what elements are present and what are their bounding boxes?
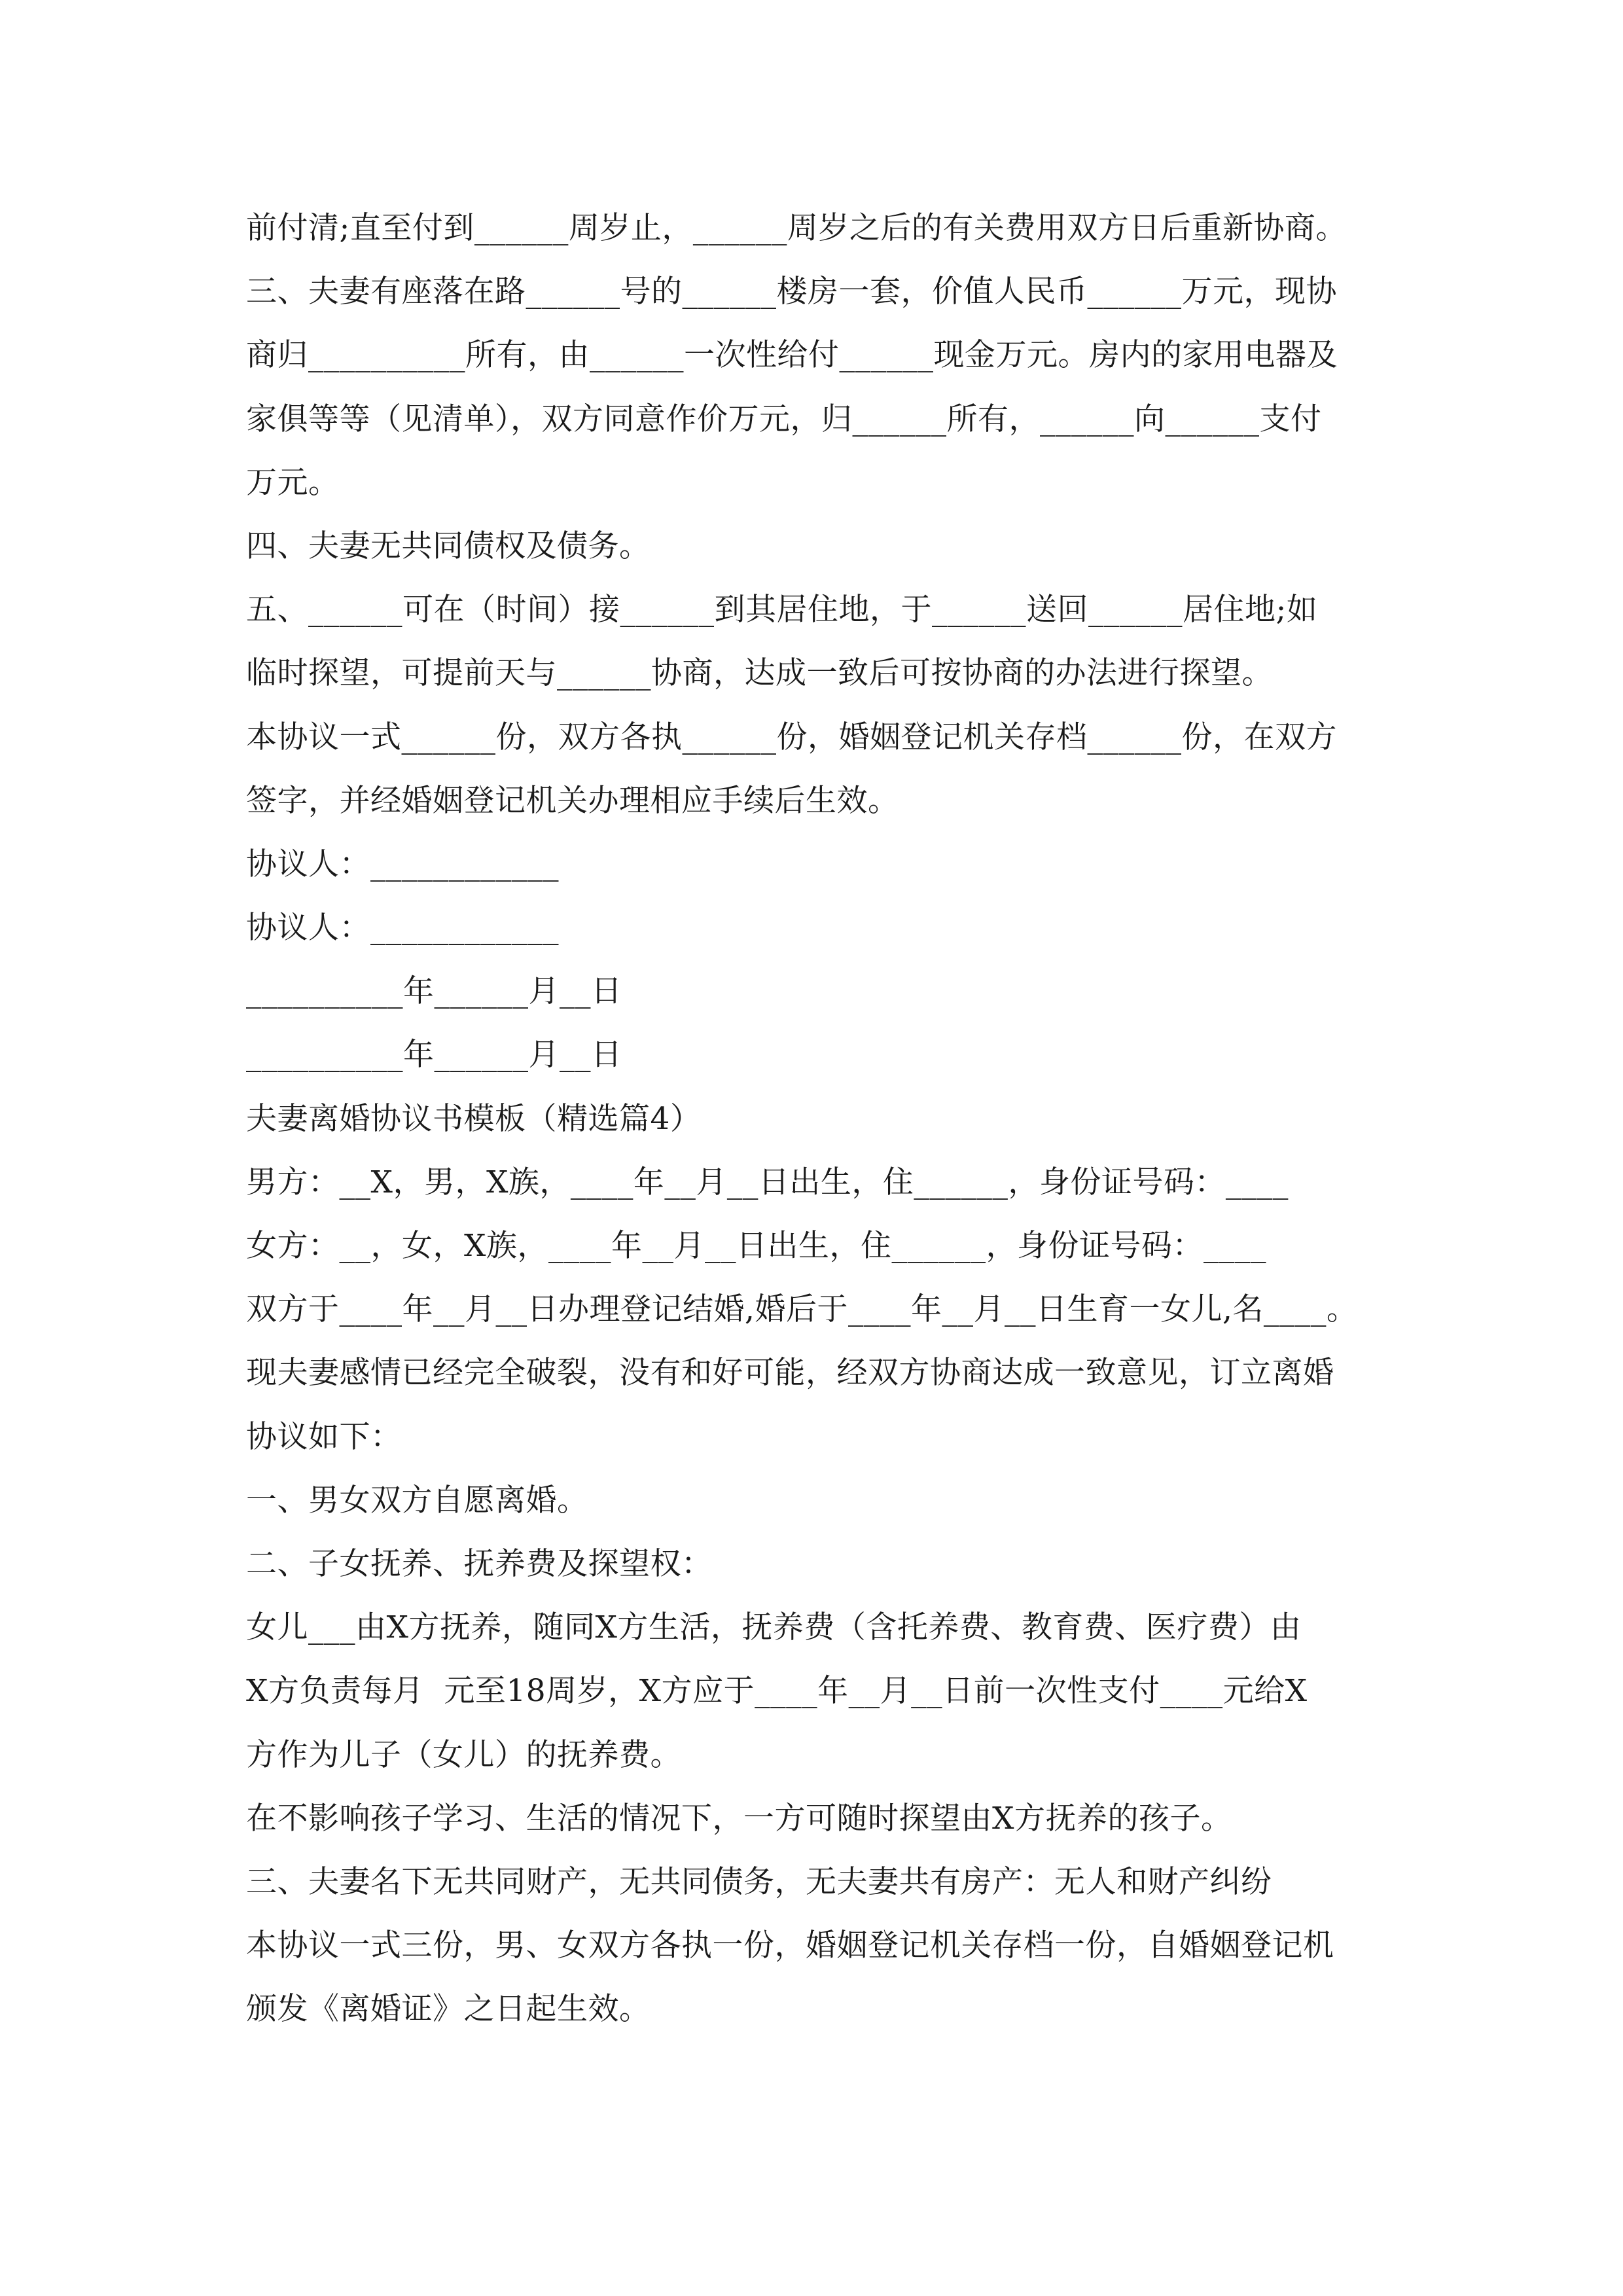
text-line: 女方：__，女，X族，____年__月__日出生，住______，身份证号码：____ [246,1228,1266,1264]
section-title: 夫妻离婚协议书模板（精选篇4） [246,1100,702,1137]
signature-line: 协议人：____________ [246,846,559,882]
text-line: 三、夫妻名下无共同财产，无共同债务，无夫妻共有房产：无人和财产纠纷 [246,1863,1272,1900]
text-line: 男方：__X，男，X族，____年__月__日出生，住______，身份证号码：____ [246,1164,1289,1200]
text-line: 签字，并经婚姻登记机关办理相应手续后生效。 [246,782,899,819]
text-line: 临时探望，可提前天与______协商，达成一致后可按协商的办法进行探望。 [246,655,1273,692]
text-line: 商归__________所有，由______一次性给付______现金万元。房内的家用电器及 [246,337,1338,374]
text-line: 女儿___由X方抚养，随同X方生活，抚养费（含托养费、教育费、医疗费）由 [246,1609,1302,1646]
text-line: 本协议一式______份，双方各执______份，婚姻登记机关存档______份，在双方 [246,719,1337,755]
date-line: __________年______月__日 [246,1037,622,1073]
text-line: 前付清;直至付到______周岁止，______周岁之后的有关费用双方日后重新协商。 [246,210,1347,246]
text-line: 四、夫妻无共同债权及债务。 [246,528,651,564]
text-line: 双方于____年__月__日办理登记结婚,婚后于____年__月__日生育一女儿,名____。 [246,1291,1358,1328]
date-line: __________年______月__日 [246,973,622,1010]
text-line: 颁发《离婚证》之日起生效。 [246,1991,651,2028]
text-line: 在不影响孩子学习、生活的情况下，一方可随时探望由X方抚养的孩子。 [246,1800,1232,1837]
text-line: X方负责每月 元至18周岁，X方应于____年__月__日前一次性支付____元给X [246,1673,1308,1710]
text-line: 一、男女双方自愿离婚。 [246,1482,588,1518]
text-line: 家俱等等（见清单），双方同意作价万元，归______所有，______向______支付 [246,401,1322,437]
text-line: 协议如下： [246,1418,402,1455]
text-line: 本协议一式三份，男、女双方各执一份，婚姻登记机关存档一份，自婚姻登记机 [246,1928,1334,1964]
text-line: 万元。 [246,464,340,501]
text-line: 五、______可在（时间）接______到其居住地，于______送回______居住地;如 [246,592,1318,628]
document-body [246,196,1385,2041]
text-line: 二、子女抚养、抚养费及探望权： [246,1545,713,1582]
text-line: 方作为儿子（女儿）的抚养费。 [246,1736,681,1773]
text-line: 现夫妻感情已经完全破裂，没有和好可能，经双方协商达成一致意见，订立离婚 [246,1355,1334,1391]
signature-line: 协议人：____________ [246,910,559,946]
text-line: 三、夫妻有座落在路______号的______楼房一套，价值人民币______万元，现协 [246,274,1337,310]
